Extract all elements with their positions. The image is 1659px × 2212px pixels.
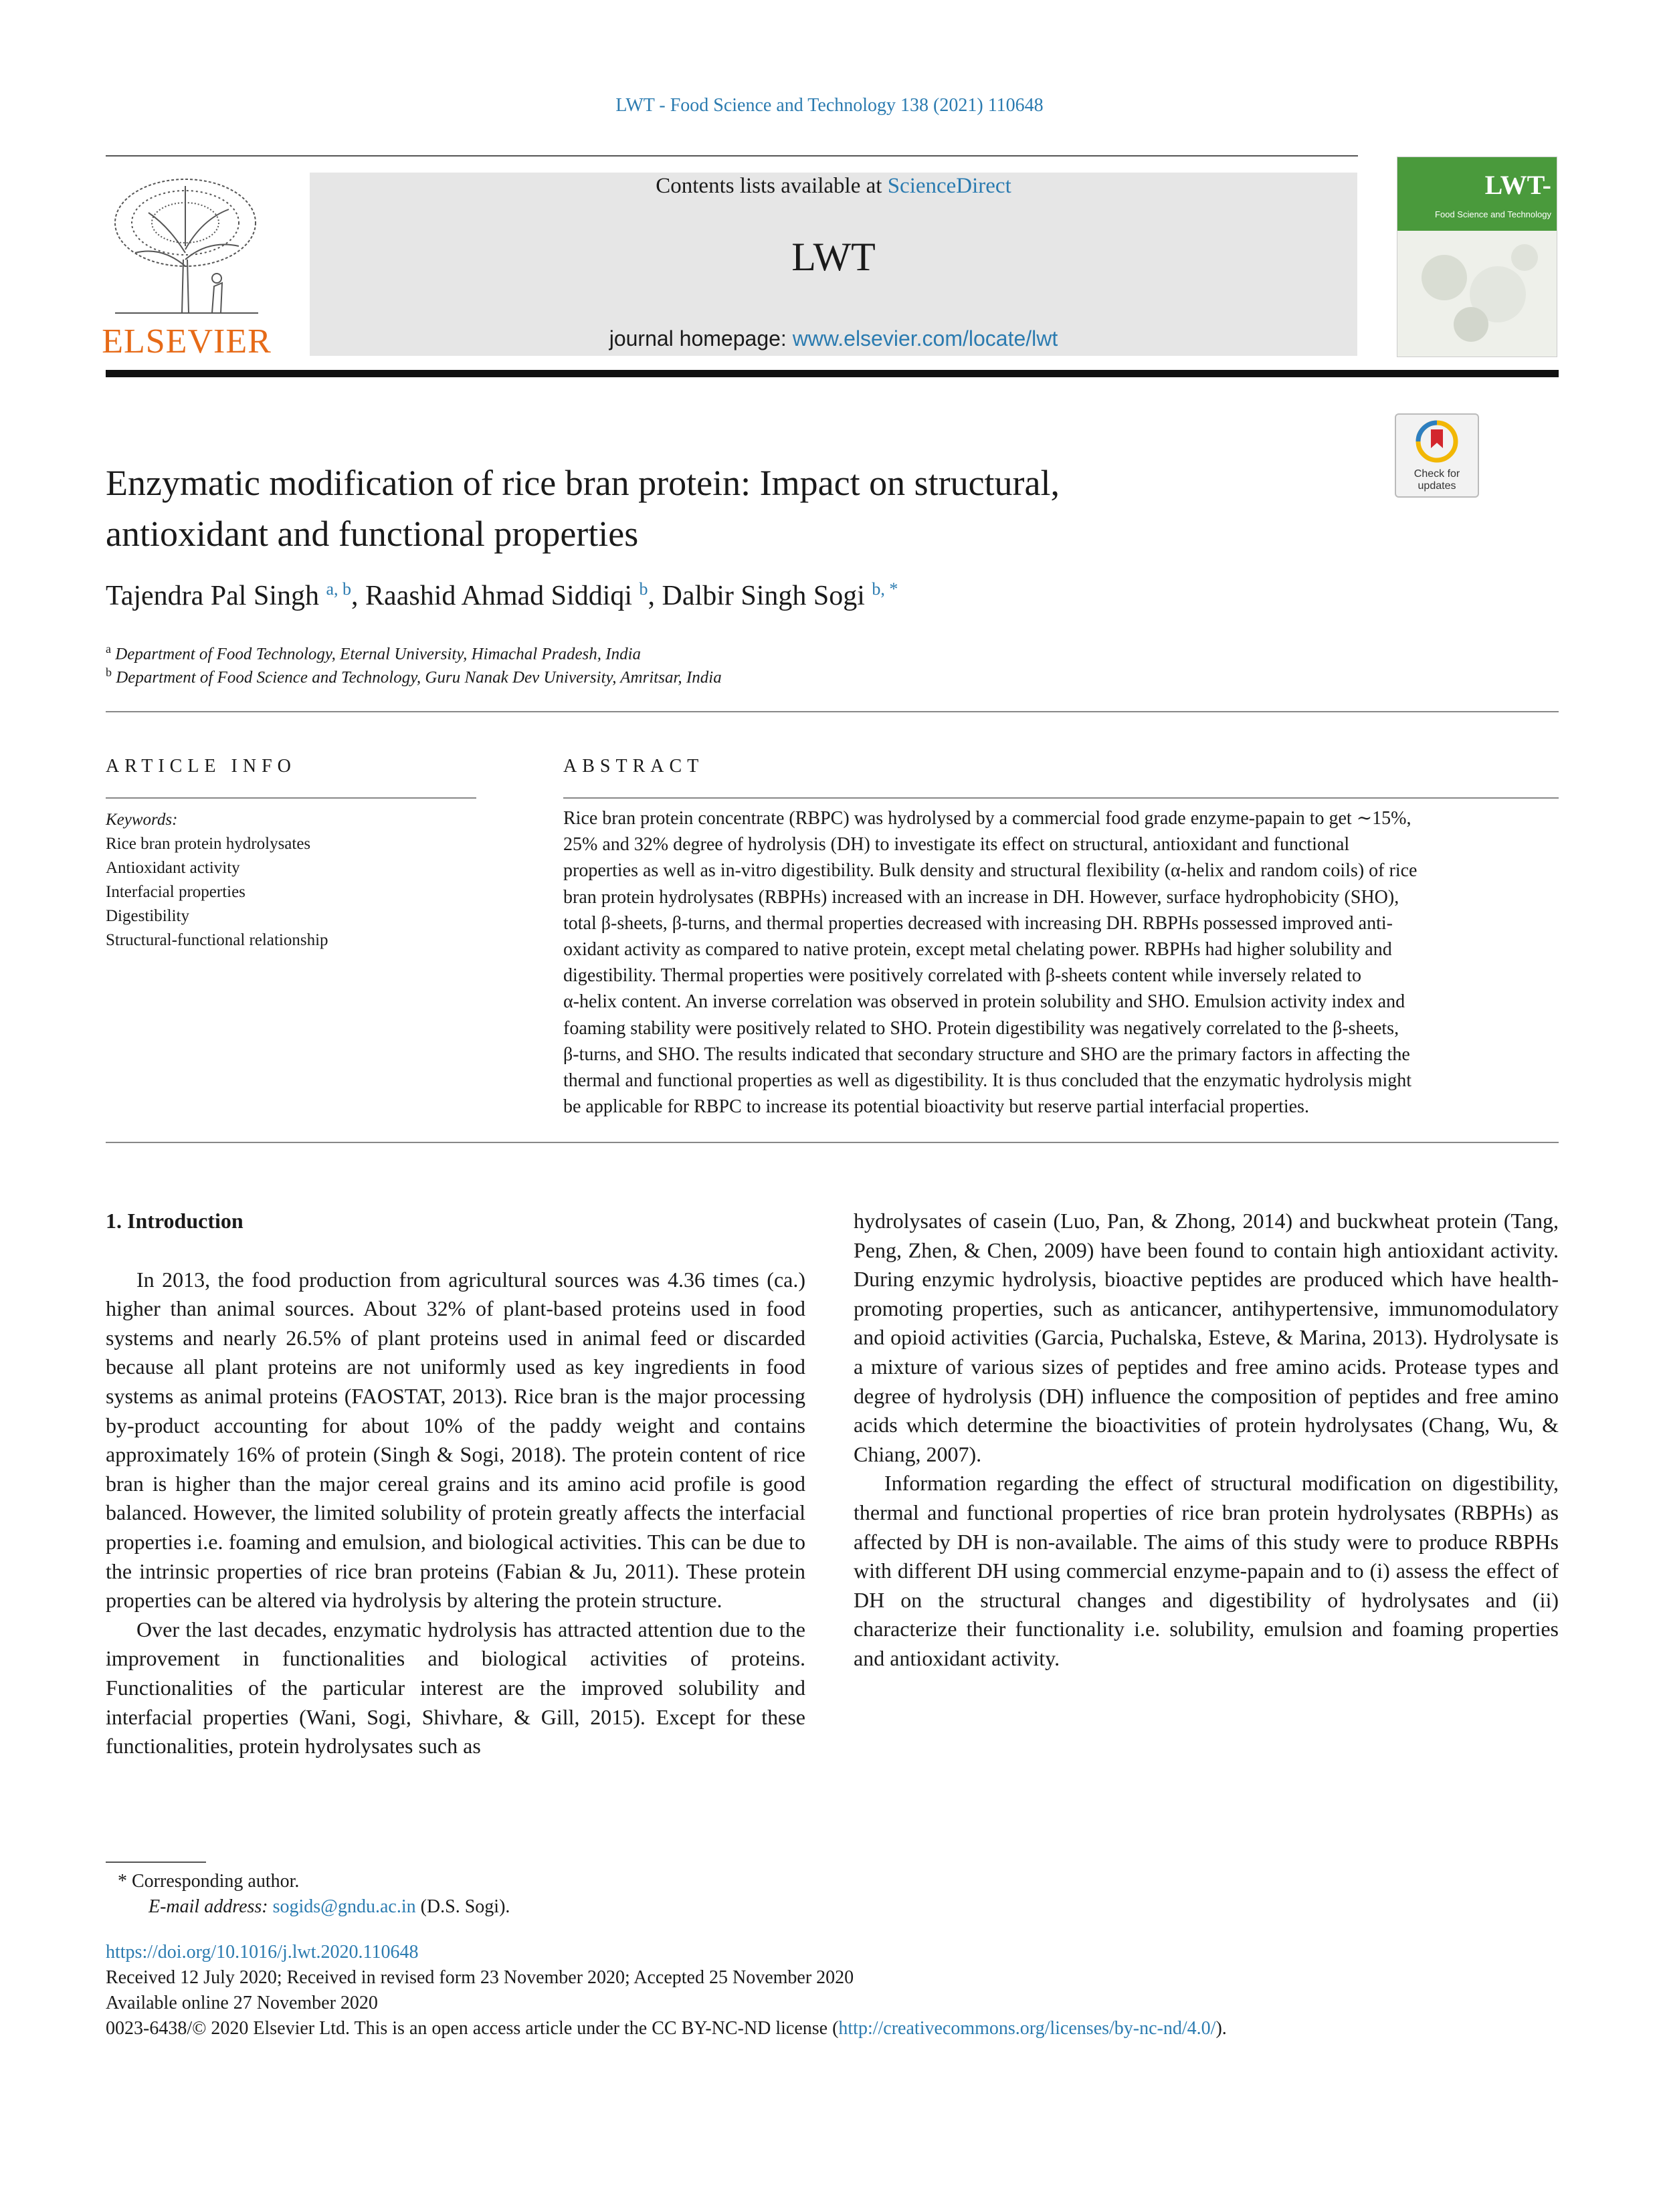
abstract-line: Rice bran protein concentrate (RBPC) was hydrolysed by a commercial food grade enzyme-papain to get ∼15%, — [563, 808, 1411, 829]
author-separator: , — [351, 581, 366, 611]
abstract-line: thermal and functional properties as well as digestibility. It is thus concluded that the enzymatic hydrolysis might — [563, 1070, 1412, 1092]
elsevier-wordmark: ELSEVIER — [102, 322, 272, 361]
affiliation-divider — [106, 711, 1559, 712]
body-column-left — [106, 1207, 805, 1761]
abstract-divider — [563, 797, 1559, 799]
email-link[interactable]: sogids@gndu.ac.in — [272, 1896, 416, 1917]
affiliation-text: Department of Food Technology, Eternal University, Himachal Pradesh, India — [115, 645, 642, 664]
license-line — [106, 2016, 1559, 2041]
email-suffix: (D.S. Sogi). — [420, 1896, 510, 1917]
abstract-line: foaming stability were positively related to SHO. Protein digestibility was negatively correlated to the β-sheets, — [563, 1017, 1399, 1039]
abstract-line: total β-sheets, β-turns, and thermal properties decreased with increasing DH. RBPHs possessed improved anti- — [563, 912, 1393, 934]
license-link[interactable]: http://creativecommons.org/licenses/by-nc-nd/4.0/ — [838, 2018, 1216, 2039]
keyword-item: Antioxidant activity — [106, 859, 240, 877]
affiliation — [106, 666, 722, 687]
elsevier-logo[interactable] — [102, 173, 272, 361]
affiliation-mark: b — [106, 666, 112, 679]
author-separator: , — [648, 581, 662, 611]
keyword-item: Digestibility — [106, 907, 189, 925]
author-affiliation-mark[interactable]: b — [639, 579, 648, 599]
doi-link[interactable]: https://doi.org/10.1016/j.lwt.2020.110648 — [106, 1942, 419, 1963]
abstract-line: 25% and 32% degree of hydrolysis (DH) to investigate its effect on structural, antioxidant and functional — [563, 834, 1350, 856]
footnote-corresponding: Corresponding author. — [132, 1871, 300, 1892]
masthead-thick-rule — [106, 370, 1559, 377]
license-suffix: ). — [1215, 2018, 1227, 2039]
journal-masthead — [310, 173, 1357, 356]
crossmark-label-line1: Check for — [1413, 468, 1460, 480]
journal-homepage-line — [310, 326, 1357, 351]
body-paragraph: hydrolysates of casein (Luo, Pan, & Zhong, 2014) and buckwheat protein (Tang, Peng, Zhen, & Chen, 2009) have been found to contain high antioxidant activity. During enzymic hydrolysis, bioactive peptides are produced which have health-promoting properties, such as anticancer, antihypertensive, immunomodulatory and opioid activities (Garcia, Puchalska, Esteve, & Marina, 2013). Hydrolysate is a mixture of various sizes of peptides and free amino acids. Protease types and degree of hydrolysis (DH) influence the composition of peptides and free amino acids which determine the bioactivities of protein hydrolysates (Chang, Wu, & Chiang, 2007). — [854, 1209, 1559, 1466]
article-info-heading: ARTICLE INFO — [106, 756, 296, 777]
abstract-line: oxidant activity as compared to native protein, except metal chelating power. RBPHs had higher solubility and — [563, 939, 1392, 961]
abstract-text — [563, 805, 1559, 1120]
crossmark-label — [1396, 468, 1478, 492]
journal-name: LWT — [791, 235, 876, 279]
email-label: E-mail address: — [149, 1896, 268, 1917]
keyword-item: Interfacial properties — [106, 883, 246, 901]
body-paragraph: Over the last decades, enzymatic hydrolysis has attracted attention due to the improvement in functionalities and biological activities of proteins. Functionalities of the particular interest are the improved solubility and interfacial properties (Wani, Sogi, Shivhare, & Gill, 2015). Except for these functionalities, protein hydrolysates such as — [106, 1617, 805, 1758]
article-info-divider — [106, 797, 476, 799]
abstract-line: be applicable for RBPC to increase its potential bioactivity but reserve partial interfacial properties. — [563, 1096, 1309, 1118]
author-name[interactable]: Tajendra Pal Singh — [106, 581, 319, 611]
abstract-bottom-divider — [106, 1142, 1559, 1143]
footnote-mark: * — [118, 1871, 127, 1892]
abstract-line: digestibility. Thermal properties were positively correlated with β-sheets content while inversely related to — [563, 965, 1361, 987]
publication-info — [106, 1940, 1559, 2041]
elsevier-tree-icon — [102, 173, 272, 320]
top-divider — [106, 155, 1358, 157]
available-online-date: Available online 27 November 2020 — [106, 1993, 378, 2013]
sciencedirect-link[interactable]: ScienceDirect — [887, 174, 1011, 198]
author-list — [106, 579, 1310, 612]
affiliation-mark: a — [106, 642, 111, 656]
abstract-line: α-helix content. An inverse correlation was observed in protein solubility and SHO. Emulsion activity index and — [563, 991, 1405, 1013]
body-paragraph: Information regarding the effect of structural modification on digestibility, thermal and functional properties of rice bran protein hydrolysates (RBPHs) as affected by DH is non-available. The aims of this study were to produce RBPHs with different DH using commercial enzyme-papain and to (i) assess the effect of DH on the structural changes and digestibility of hydrolysates and (ii) characterize their functionality i.e. solubility, emulsion and foaming properties and antioxidant activity. — [854, 1471, 1559, 1670]
keywords-label: Keywords: — [106, 811, 178, 829]
author-affiliation-mark[interactable]: a, b — [326, 579, 352, 599]
cover-title: LWT- — [1484, 170, 1551, 200]
affiliation-text: Department of Food Science and Technology, Guru Nanak Dev University, Amritsar, India — [116, 668, 722, 687]
crossmark-icon — [1396, 415, 1478, 468]
article-title-line1: Enzymatic modification of rice bran protein: Impact on structural, — [106, 463, 1060, 503]
body-column-right — [854, 1207, 1559, 1674]
check-for-updates-badge[interactable] — [1395, 413, 1479, 498]
abstract-heading: ABSTRACT — [563, 756, 704, 777]
body-paragraph: In 2013, the food production from agricultural sources was 4.36 times (ca.) higher than animal sources. About 32% of plant-based proteins used in food systems and nearly 26.5% of plant proteins used in animal feed or discarded because all plant proteins are not uniformly used as key ingredients in food systems as animal proteins (FAOSTAT, 2013). Rice bran is the major processing by-product accounting for about 10% of the paddy weight and contains approximately 16% of protein (Singh & Sogi, 2018). The protein content of rice bran is higher than the major cereal grains and its amino acid profile is good balanced. However, the limited solubility of protein greatly affects the interfacial properties i.e. foaming and emulsion, and biological activities. This can be due to the intrinsic properties of rice bran proteins (Fabian & Ju, 2011). These protein properties can be altered via hydrolysis by altering the protein structure. — [106, 1267, 805, 1613]
abstract-line: properties as well as in-vitro digestibility. Bulk density and structural flexibility (α-helix and random coils) of rice — [563, 860, 1418, 882]
journal-citation-link[interactable]: LWT - Food Science and Technology 138 (2021) 110648 — [615, 95, 1044, 116]
keyword-item: Structural-functional relationship — [106, 931, 328, 949]
received-dates: Received 12 July 2020; Received in revised form 23 November 2020; Accepted 25 November 2020 — [106, 1967, 854, 1988]
cover-artwork-icon — [1397, 231, 1557, 357]
author-name[interactable]: Raashid Ahmad Siddiqi — [365, 581, 633, 611]
section-heading-introduction: 1. Introduction — [106, 1209, 243, 1233]
contents-prefix: Contents lists available at — [656, 174, 888, 198]
keyword-item: Rice bran protein hydrolysates — [106, 835, 311, 853]
affiliation — [106, 642, 641, 664]
footnote-divider — [106, 1862, 206, 1863]
journal-cover-thumbnail[interactable] — [1397, 157, 1557, 357]
cover-subtitle: Food Science and Technology — [1435, 209, 1551, 219]
corresponding-author-footnote — [118, 1869, 510, 1920]
abstract-line: β-turns, and SHO. The results indicated that secondary structure and SHO are the primary factors in affecting the — [563, 1043, 1410, 1065]
article-title — [106, 458, 1310, 559]
keywords-block — [106, 808, 480, 952]
author-affiliation-mark[interactable]: b, * — [872, 579, 898, 599]
crossmark-label-line2: updates — [1418, 480, 1456, 492]
homepage-link[interactable]: www.elsevier.com/locate/lwt — [792, 326, 1058, 350]
contents-available-line — [310, 174, 1357, 199]
author-name[interactable]: Dalbir Singh Sogi — [662, 581, 865, 611]
homepage-prefix: journal homepage: — [609, 326, 793, 350]
license-prefix: 0023-6438/© 2020 Elsevier Ltd. This is an open access article under the CC BY-NC-ND license ( — [106, 2018, 839, 2039]
article-title-line2: antioxidant and functional properties — [106, 514, 639, 554]
abstract-line: bran protein hydrolysates (RBPHs) increased with an increase in DH. However, surface hydrophobicity (SHO), — [563, 886, 1399, 908]
